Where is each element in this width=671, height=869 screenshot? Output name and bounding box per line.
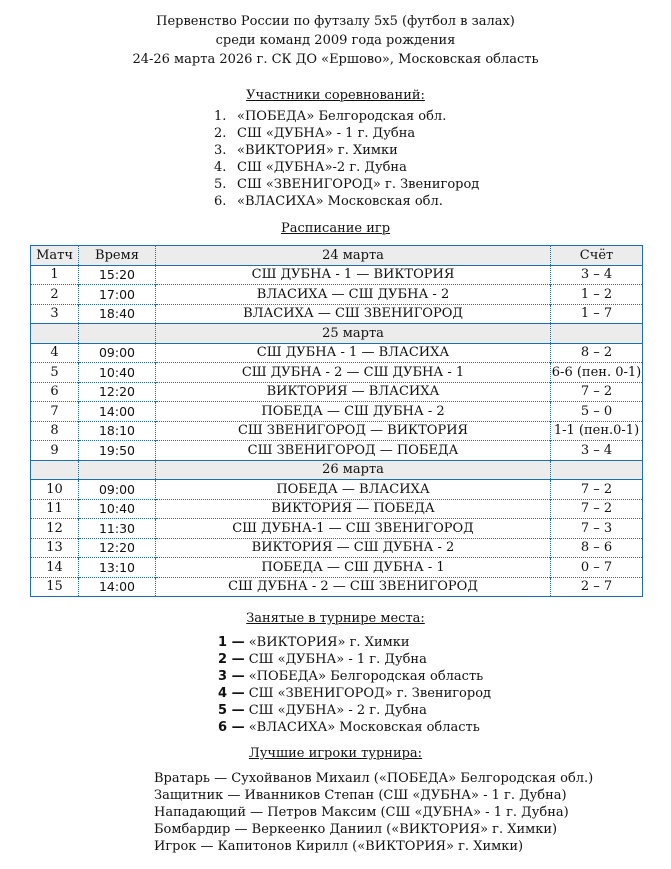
match-number: 7: [31, 402, 79, 422]
table-row: [31, 285, 643, 305]
table-row: [31, 558, 643, 578]
day-header-row: [31, 460, 643, 480]
day-header-empty: [551, 460, 643, 480]
match-number: 5: [31, 363, 79, 383]
match-number: 10: [31, 480, 79, 500]
match-teams: СШ ДУБНА - 1 — ВИКТОРИЯ: [156, 265, 551, 285]
match-time: 14:00: [79, 402, 156, 422]
match-score: 5 – 0: [551, 402, 643, 422]
table-row: [31, 519, 643, 539]
header-line-2: среди команд 2009 года рождения: [215, 33, 456, 48]
table-row: [31, 304, 643, 324]
document-header: [0, 12, 671, 69]
participant-item: 1. «ПОБЕДА» Белгородская обл.: [214, 109, 447, 124]
match-number: 9: [31, 441, 79, 461]
match-teams: ВЛАСИХА — СШ ЗВЕНИГОРОД: [156, 304, 551, 324]
table-row: [31, 538, 643, 558]
table-row: [31, 402, 643, 422]
match-score: 1 – 2: [551, 285, 643, 305]
match-score: 3 – 4: [551, 265, 643, 285]
match-teams: ПОБЕДА — СШ ДУБНА - 1: [156, 558, 551, 578]
match-score: 3 – 4: [551, 441, 643, 461]
table-row: [31, 382, 643, 402]
participants-heading: Участники соревнований:: [246, 88, 425, 103]
table-row: [31, 343, 643, 363]
schedule-header-row: [31, 246, 643, 266]
best-player-item: Вратарь — Сухойванов Михаил («ПОБЕДА» Белгородская обл.): [154, 771, 594, 786]
match-number: 1: [31, 265, 79, 285]
place-item: 3 — «ПОБЕДА» Белгородская область: [218, 669, 484, 684]
day-header-empty: [79, 460, 156, 480]
header-line-3: 24-26 марта 2026 г. СК ДО «Ершово», Московская область: [132, 52, 539, 67]
table-row: [31, 577, 643, 597]
match-score: 6-6 (пен. 0-1): [551, 363, 643, 383]
match-number: 6: [31, 382, 79, 402]
table-row: [31, 499, 643, 519]
match-time: 10:40: [79, 499, 156, 519]
place-item: 4 — СШ «ЗВЕНИГОРОД» г. Звенигород: [218, 686, 492, 701]
col-header-time: Время: [79, 246, 156, 266]
header-line-1: Первенство России по футзалу 5х5 (футбол в залах): [156, 14, 515, 29]
match-teams: ПОБЕДА — СШ ДУБНА - 2: [156, 402, 551, 422]
match-time: 09:00: [79, 343, 156, 363]
match-score: 7 – 2: [551, 480, 643, 500]
col-header-score: Счёт: [551, 246, 643, 266]
match-score: 1-1 (пен.0-1): [551, 421, 643, 441]
schedule-heading: Расписание игр: [280, 221, 391, 236]
match-teams: ПОБЕДА — ВЛАСИХА: [156, 480, 551, 500]
places-list: [218, 634, 491, 736]
match-score: 8 – 2: [551, 343, 643, 363]
schedule-body: [31, 246, 643, 597]
best-player-item: Нападающий — Петров Максим (СШ «ДУБНА» - 1 г. Дубна): [154, 805, 569, 820]
match-teams: СШ ЗВЕНИГОРОД — ВИКТОРИЯ: [156, 421, 551, 441]
participant-item: 5. СШ «ЗВЕНИГОРОД» г. Звенигород: [214, 177, 480, 192]
match-number: 8: [31, 421, 79, 441]
place-item: 6 — «ВЛАСИХА» Московская область: [218, 720, 480, 735]
match-time: 18:40: [79, 304, 156, 324]
match-number: 3: [31, 304, 79, 324]
day-header-empty: [79, 324, 156, 344]
match-number: 11: [31, 499, 79, 519]
match-teams: ВЛАСИХА — СШ ДУБНА - 2: [156, 285, 551, 305]
day-header-empty: [31, 460, 79, 480]
table-row: [31, 265, 643, 285]
match-number: 14: [31, 558, 79, 578]
match-score: 1 – 7: [551, 304, 643, 324]
table-row: [31, 363, 643, 383]
participant-item: 4. СШ «ДУБНА»-2 г. Дубна: [214, 160, 407, 175]
day-header-empty: [551, 324, 643, 344]
table-row: [31, 441, 643, 461]
match-time: 09:00: [79, 480, 156, 500]
match-time: 10:40: [79, 363, 156, 383]
match-score: 8 – 6: [551, 538, 643, 558]
match-teams: ВИКТОРИЯ — СШ ДУБНА - 2: [156, 538, 551, 558]
match-teams: СШ ДУБНА - 2 — СШ ДУБНА - 1: [156, 363, 551, 383]
place-item: 5 — СШ «ДУБНА» - 2 г. Дубна: [218, 703, 427, 718]
match-teams: СШ ДУБНА - 1 — ВЛАСИХА: [156, 343, 551, 363]
match-number: 13: [31, 538, 79, 558]
table-row: [31, 421, 643, 441]
match-number: 2: [31, 285, 79, 305]
participants-list: [214, 108, 479, 210]
match-number: 4: [31, 343, 79, 363]
col-header-match: Матч: [31, 246, 79, 266]
table-row: [31, 480, 643, 500]
day-header-date: 26 марта: [156, 460, 551, 480]
match-teams: ВИКТОРИЯ — ВЛАСИХА: [156, 382, 551, 402]
participant-item: 3. «ВИКТОРИЯ» г. Химки: [214, 143, 398, 158]
match-time: 19:50: [79, 441, 156, 461]
match-score: 2 – 7: [551, 577, 643, 597]
day-header-row: [31, 324, 643, 344]
place-item: 2 — СШ «ДУБНА» - 1 г. Дубна: [218, 652, 427, 667]
match-score: 7 – 2: [551, 499, 643, 519]
match-number: 15: [31, 577, 79, 597]
places-heading: Занятые в турнире места:: [246, 611, 425, 626]
match-time: 12:20: [79, 382, 156, 402]
match-time: 13:10: [79, 558, 156, 578]
match-score: 7 – 2: [551, 382, 643, 402]
match-time: 11:30: [79, 519, 156, 539]
match-time: 12:20: [79, 538, 156, 558]
match-time: 15:20: [79, 265, 156, 285]
match-teams: СШ ЗВЕНИГОРОД — ПОБЕДА: [156, 441, 551, 461]
match-time: 17:00: [79, 285, 156, 305]
day-header-date: 25 марта: [156, 324, 551, 344]
match-teams: ВИКТОРИЯ — ПОБЕДА: [156, 499, 551, 519]
participant-item: 6. «ВЛАСИХА» Московская обл.: [214, 194, 443, 209]
participant-item: 2. СШ «ДУБНА» - 1 г. Дубна: [214, 126, 416, 141]
match-score: 7 – 3: [551, 519, 643, 539]
best-player-item: Игрок — Капитонов Кирилл («ВИКТОРИЯ» г. Химки): [154, 839, 524, 854]
best-players-list: [154, 770, 593, 855]
day-header-date: 24 марта: [156, 246, 551, 266]
best-player-item: Защитник — Иванников Степан (СШ «ДУБНА» - 1 г. Дубна): [154, 788, 567, 803]
match-time: 14:00: [79, 577, 156, 597]
best-player-item: Бомбардир — Веркеенко Даниил («ВИКТОРИЯ» г. Химки): [154, 822, 558, 837]
place-item: 1 — «ВИКТОРИЯ» г. Химки: [218, 635, 410, 650]
match-time: 18:10: [79, 421, 156, 441]
schedule-table: [30, 245, 643, 597]
match-score: 0 – 7: [551, 558, 643, 578]
match-number: 12: [31, 519, 79, 539]
match-teams: СШ ДУБНА-1 — СШ ЗВЕНИГОРОД: [156, 519, 551, 539]
match-teams: СШ ДУБНА - 2 — СШ ЗВЕНИГОРОД: [156, 577, 551, 597]
best-players-heading: Лучшие игроки турнира:: [248, 746, 423, 761]
day-header-empty: [31, 324, 79, 344]
